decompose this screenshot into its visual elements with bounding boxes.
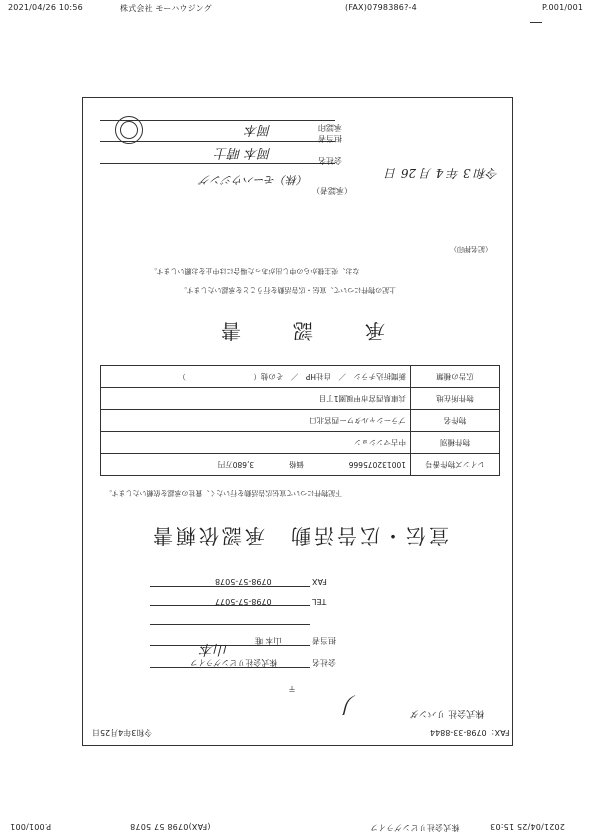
price-label: 価格 <box>288 460 304 469</box>
table-label: 物件所在地 <box>411 388 500 410</box>
table-row <box>101 410 500 432</box>
table-row <box>101 454 500 476</box>
table-row <box>101 432 500 454</box>
price-value: 3,680万円 <box>217 460 255 469</box>
applicant-signature: 山本 <box>200 641 228 657</box>
applicant-zip: 〒 <box>288 684 296 693</box>
applicant-person-line <box>150 645 310 646</box>
approver-date: 令和 3 年 4 月 26 日 <box>385 166 499 180</box>
applicant-tel: 0798-57-5077 <box>215 597 272 606</box>
approval-title: 承 認 書 <box>205 319 385 343</box>
table-label: レインズ物件番号 <box>411 454 500 476</box>
document-date: 令和3年4月25日 <box>92 728 153 737</box>
applicant-fax-label: FAX <box>312 577 327 586</box>
table-label: 広告の種類 <box>411 366 500 388</box>
applicant-tel-label: TEL <box>312 597 327 606</box>
applicant-person-label: 担当者 <box>312 636 336 645</box>
fax-header-number: (FAX)0798386?-4 <box>345 3 417 12</box>
table-value: 新聞折込チラシ ／ 自社HP ／ その他（ ） <box>101 366 411 388</box>
approver-person-label: 担当者 <box>318 134 342 143</box>
fax-footer-number: (FAX)0798 57 5078 <box>130 822 211 831</box>
table-label: 物件名 <box>411 410 500 432</box>
table-row <box>101 366 500 388</box>
approval-note: （記名押印） <box>450 245 492 253</box>
request-intro: 下記物件について宣伝広告活動を行いたく、貴社の承認を依頼いたします。 <box>105 489 343 497</box>
approval-text-2: なお、売主様からの申し出があった場合には中止をお願いします。 <box>150 267 360 275</box>
property-table <box>100 365 500 476</box>
fax-header-datetime: 2021/04/26 10:56 <box>8 3 83 12</box>
table-value: プラーシャルタワー西宮北口 <box>101 410 411 432</box>
applicant-company-label: 会社名 <box>312 658 336 667</box>
fax-footer-datetime: 2021/04/25 15:03 <box>490 822 565 831</box>
header-mark <box>530 22 542 23</box>
approval-text-1: 上記の物件について、宣伝・広告活動を行うことを承認いたします。 <box>180 286 397 294</box>
table-value <box>101 454 411 476</box>
approver-person: 岡本 晴士 <box>215 145 272 160</box>
recipient-name: 株式会社 リバンダ <box>410 708 485 718</box>
approver-company-label: 会社名 <box>318 156 342 165</box>
reins-number: 100132075666 <box>348 460 406 469</box>
approver-sign-label: 承認印 <box>318 123 342 132</box>
request-title: 宣伝・広告活動 承認依頼書 <box>150 524 449 548</box>
approver-note-label: （承認者） <box>312 186 352 195</box>
table-row <box>101 388 500 410</box>
fax-footer-sender: 株式会社リビングライフ <box>370 823 460 832</box>
table-value: 兵庫県西宮市甲風園1丁目 <box>101 388 411 410</box>
approver-signature: 岡本 <box>245 122 272 137</box>
applicant-person: 山本 唯 <box>255 636 282 645</box>
applicant-fax-line <box>150 586 310 587</box>
applicant-seal-line <box>150 624 310 625</box>
applicant-company: 株式会社リビングライフ <box>190 658 278 667</box>
recipient-fax: FAX：0798-33-8844 <box>430 728 510 737</box>
table-label: 物件種別 <box>411 432 500 454</box>
fax-header-page: P.001/001 <box>542 3 584 12</box>
fax-footer-page: P.001/001 <box>10 822 52 831</box>
recipient-mark: 丿 <box>338 691 361 716</box>
approval-seal-inner-icon <box>120 121 138 139</box>
table-value: 中古マンション <box>101 432 411 454</box>
fax-header-sender: 株式会社 モーハウジング <box>120 4 212 13</box>
applicant-fax: 0798-57-5078 <box>215 577 272 586</box>
approver-company: （株）モーハウジング <box>200 173 309 186</box>
